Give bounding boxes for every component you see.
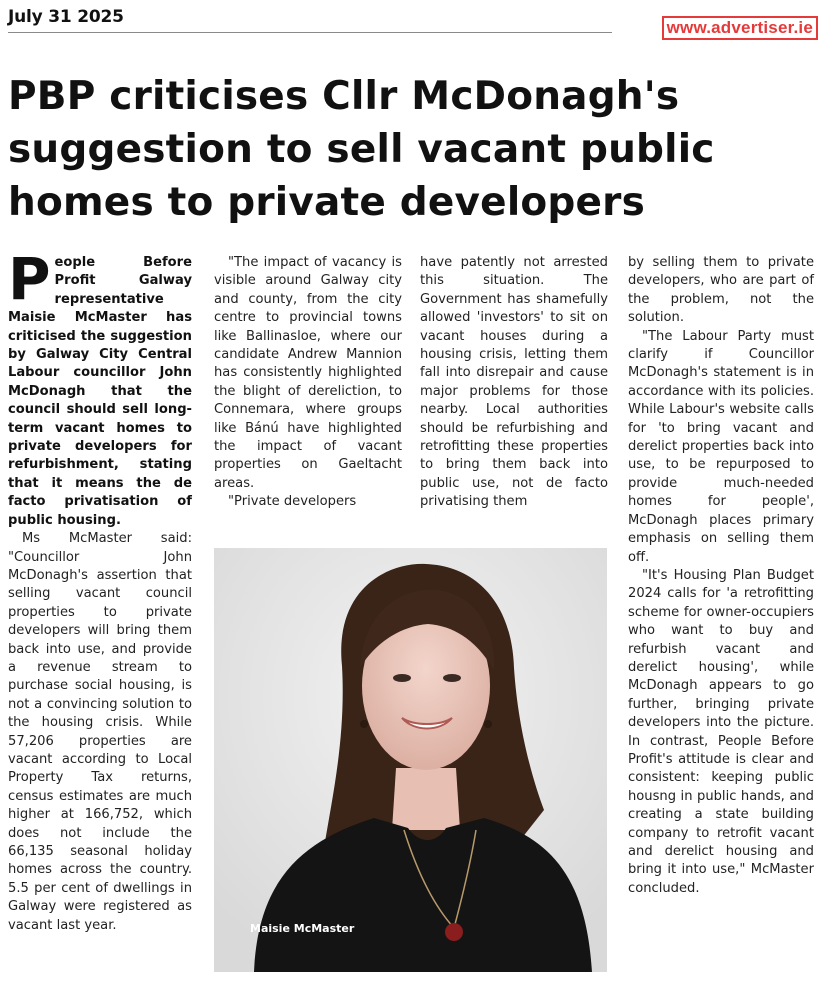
- site-url[interactable]: www.advertiser.ie: [662, 16, 818, 40]
- photo-caption: Maisie McMaster: [250, 922, 355, 935]
- column-1: [8, 245, 192, 935]
- body-paragraph: have patently not arrested this situation. The Government has shamefully allowed 'investors' to sit on vacant houses during a housing crisis, letting them fall into disrepair and cause major problems for those nearby. Local authorities should be refurbishing and retrofitting these properties to bring them back into public use, not de facto privatising them: [420, 255, 608, 510]
- column-3: [420, 254, 608, 512]
- portrait-illustration: [214, 548, 607, 972]
- page-header: [0, 0, 824, 40]
- column-4: [628, 254, 814, 898]
- drop-cap: P: [8, 245, 51, 313]
- portrait-photo: [214, 548, 607, 972]
- body-paragraph: "The impact of vacancy is visible around Galway city and county, from the city centre to provincial towns like Ballinasloe, where our candidate Andrew Mannion has consistently highlighted the blight of dereliction, to Connemara, where groups like Bánú have highlighted the impact of vacant properties on Gaeltacht areas.: [214, 255, 402, 491]
- lead-text: eople Before Profit Galway representative Maisie McMaster has criticised the suggestion by Galway City Central Labour councillor John McDonagh that the council should sell long-term vacant homes to private developers for refurbishment, stating that it means the de facto privatisation of public housing.: [8, 255, 192, 528]
- headline: PBP criticises Cllr McDonagh's suggestion to sell vacant public homes to private developers: [8, 74, 715, 225]
- body-paragraph: "It's Housing Plan Budget 2024 calls for 'a retrofitting scheme for owner-occupiers who want to buy and refurbish vacant and derelict housing', while McDonagh appears to go further, bringing private developers into the picture. In contrast, People Before Profit's attitude is clear and consistent: keeping public housng in public hands, and creating a state building company to retrofit vacant and derelict housing and bring it into use," McMaster concluded.: [628, 567, 814, 896]
- body-paragraph: by selling them to private developers, who are part of the problem, not the solution.: [628, 255, 814, 326]
- header-rule: [8, 32, 612, 33]
- body-paragraph: "The Labour Party must clarify if Councillor McDonagh's statement is in accordance with its policies. While Labour's website calls for 'to bring vacant and derelict properties back into use, to be repurposed to provide much-needed homes for people', McDonagh places primary emphasis on selling them off.: [628, 328, 814, 565]
- body-paragraph: Ms McMaster said: "Councillor John McDonagh's assertion that selling vacant council properties to private developers will bring them back into use, and provide a revenue stream to purchase social housing, is not a convincing solution to the housing crisis. While 57,206 properties are vacant according to Local Property Tax returns, census estimates are much higher at 166,752, which does not include the 66,135 seasonal holiday homes across the country. 5.5 per cent of dwellings in Galway were registered as vacant last year.: [8, 531, 192, 933]
- body-paragraph: "Private developers: [228, 494, 357, 510]
- issue-date: July 31 2025: [8, 7, 124, 27]
- lead-paragraph: [8, 245, 192, 530]
- column-2: [214, 254, 402, 512]
